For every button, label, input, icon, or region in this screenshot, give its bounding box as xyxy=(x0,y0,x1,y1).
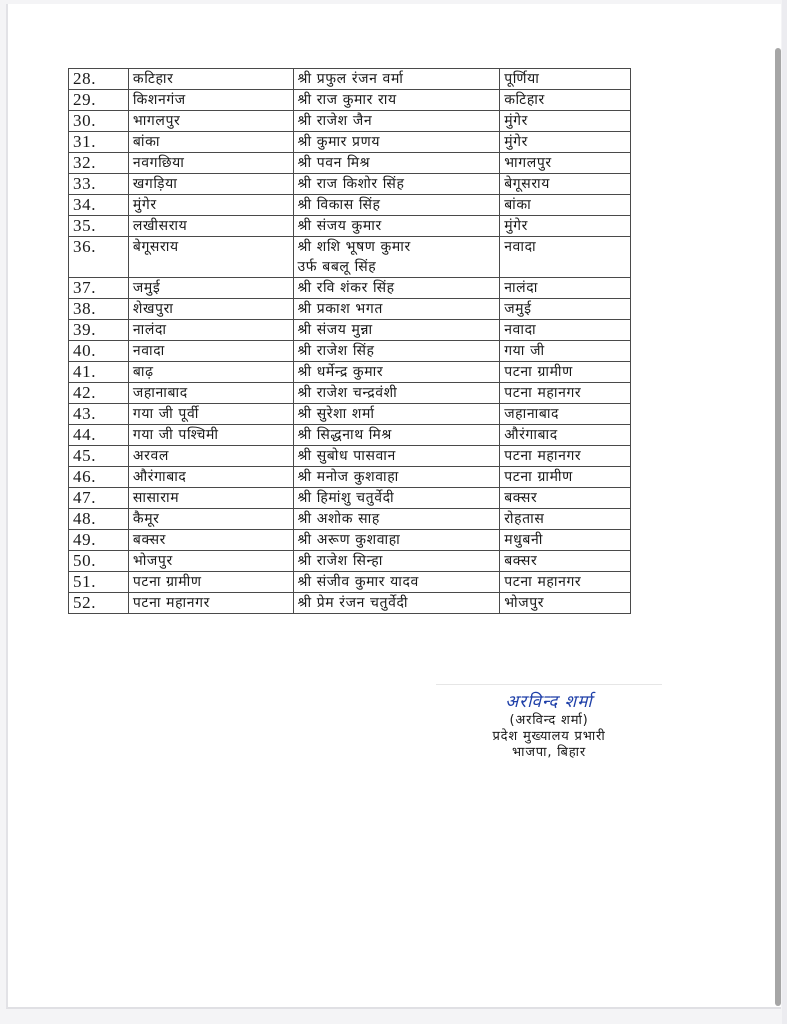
assigned-district: पटना ग्रामीण xyxy=(500,467,631,488)
person-cell xyxy=(293,404,500,425)
district-name: पटना ग्रामीण xyxy=(128,572,293,593)
person-cell xyxy=(293,551,500,572)
table-row xyxy=(69,572,631,593)
assigned-district: बक्सर xyxy=(500,488,631,509)
assigned-district: पटना महानगर xyxy=(500,383,631,404)
serial-number: 44. xyxy=(69,425,129,446)
person-name: श्री सुबोध पासवान xyxy=(297,448,396,464)
assigned-district: जहानाबाद xyxy=(500,404,631,425)
serial-number: 30. xyxy=(69,111,129,132)
serial-number: 32. xyxy=(69,153,129,174)
person-cell xyxy=(293,446,500,467)
assigned-district: गया जी xyxy=(500,341,631,362)
person-cell xyxy=(293,572,500,593)
assigned-district: मुंगेर xyxy=(500,111,631,132)
assigned-district: नालंदा xyxy=(500,278,631,299)
serial-number: 37. xyxy=(69,278,129,299)
person-name: श्री कुमार प्रणय xyxy=(297,134,381,150)
table-row xyxy=(69,509,631,530)
serial-number: 35. xyxy=(69,216,129,237)
assigned-district: जमुई xyxy=(500,299,631,320)
person-cell xyxy=(293,69,500,90)
district-name: लखीसराय xyxy=(128,216,293,237)
table-row xyxy=(69,90,631,111)
person-name: श्री विकास सिंह xyxy=(297,197,381,213)
assigned-district: भागलपुर xyxy=(500,153,631,174)
serial-number: 39. xyxy=(69,320,129,341)
person-cell xyxy=(293,509,500,530)
district-name: नवादा xyxy=(128,341,293,362)
serial-number: 38. xyxy=(69,299,129,320)
serial-number: 31. xyxy=(69,132,129,153)
person-name: श्री मनोज कुशवाहा xyxy=(297,469,399,485)
person-name: श्री राजेश चन्द्रवंशी xyxy=(297,385,398,401)
person-name: श्री राजेश जैन xyxy=(297,113,373,129)
person-name: श्री प्रफुल रंजन वर्मा xyxy=(297,71,404,87)
district-name: खगड़िया xyxy=(128,174,293,195)
person-cell xyxy=(293,195,500,216)
person-cell xyxy=(293,593,500,614)
district-name: बक्सर xyxy=(128,530,293,551)
assigned-district: कटिहार xyxy=(500,90,631,111)
person-name: श्री राजेश सिंह xyxy=(297,343,375,359)
district-name: भागलपुर xyxy=(128,111,293,132)
serial-number: 46. xyxy=(69,467,129,488)
district-name: पटना महानगर xyxy=(128,593,293,614)
district-name: गया जी पूर्वी xyxy=(128,404,293,425)
serial-number: 40. xyxy=(69,341,129,362)
assigned-district: रोहतास xyxy=(500,509,631,530)
assigned-district: बक्सर xyxy=(500,551,631,572)
person-cell xyxy=(293,111,500,132)
serial-number: 41. xyxy=(69,362,129,383)
signatory-designation: प्रदेश मुख्यालय प्रभारी xyxy=(492,729,606,744)
assigned-district: पूर्णिया xyxy=(500,69,631,90)
person-cell xyxy=(293,132,500,153)
person-name: श्री राज किशोर सिंह xyxy=(297,176,405,192)
district-name: अरवल xyxy=(128,446,293,467)
table-row xyxy=(69,111,631,132)
assigned-district: पटना महानगर xyxy=(500,446,631,467)
table-row xyxy=(69,153,631,174)
table-row xyxy=(69,195,631,216)
person-name: श्री संजय कुमार xyxy=(297,218,382,234)
signatory-organization: भाजपा, बिहार xyxy=(512,745,586,760)
person-name: श्री अरूण कुशवाहा xyxy=(297,532,401,548)
person-name: श्री हिमांशु चतुर्वेदी xyxy=(297,490,395,506)
district-name: किशनगंज xyxy=(128,90,293,111)
person-name: श्री पवन मिश्र xyxy=(297,155,371,171)
assigned-district: मधुबनी xyxy=(500,530,631,551)
serial-number: 45. xyxy=(69,446,129,467)
person-name: श्री प्रेम रंजन चतुर्वेदी xyxy=(297,595,409,611)
district-name: मुंगेर xyxy=(128,195,293,216)
person-cell xyxy=(293,362,500,383)
table-row xyxy=(69,488,631,509)
signature-block xyxy=(436,684,662,761)
table-row xyxy=(69,299,631,320)
serial-number: 52. xyxy=(69,593,129,614)
district-name: जहानाबाद xyxy=(128,383,293,404)
district-name: भोजपुर xyxy=(128,551,293,572)
assigned-district: पटना ग्रामीण xyxy=(500,362,631,383)
table-body xyxy=(69,69,631,614)
table-row xyxy=(69,69,631,90)
table-row xyxy=(69,551,631,572)
person-name: श्री अशोक साह xyxy=(297,511,380,527)
person-cell xyxy=(293,383,500,404)
person-name: श्री धर्मेन्द्र कुमार xyxy=(297,364,384,380)
table-row xyxy=(69,467,631,488)
person-cell xyxy=(293,467,500,488)
assigned-district: नवादा xyxy=(500,320,631,341)
serial-number: 28. xyxy=(69,69,129,90)
table-row xyxy=(69,425,631,446)
serial-number: 42. xyxy=(69,383,129,404)
person-cell xyxy=(293,299,500,320)
person-name: श्री संजीव कुमार यादव xyxy=(297,574,419,590)
person-cell xyxy=(293,341,500,362)
assignment-table xyxy=(68,68,631,614)
district-name: शेखपुरा xyxy=(128,299,293,320)
scrollbar-track xyxy=(782,0,787,1024)
person-name: श्री प्रकाश भगत xyxy=(297,301,383,317)
person-name: श्री राज कुमार राय xyxy=(297,92,397,108)
district-name: कैमूर xyxy=(128,509,293,530)
table-row xyxy=(69,341,631,362)
serial-number: 43. xyxy=(69,404,129,425)
person-name: श्री सिद्धनाथ मिश्र xyxy=(297,427,392,443)
assigned-district: बांका xyxy=(500,195,631,216)
district-name: बेगूसराय xyxy=(128,237,293,278)
person-name: श्री राजेश सिन्हा xyxy=(297,553,383,569)
serial-number: 50. xyxy=(69,551,129,572)
district-name: नालंदा xyxy=(128,320,293,341)
table-row xyxy=(69,216,631,237)
serial-number: 33. xyxy=(69,174,129,195)
table-row xyxy=(69,383,631,404)
table-row xyxy=(69,237,631,278)
signature-scribble: अरविन्द शर्मा xyxy=(505,692,593,712)
assigned-district: भोजपुर xyxy=(500,593,631,614)
assigned-district: औरंगाबाद xyxy=(500,425,631,446)
person-cell xyxy=(293,488,500,509)
table-row xyxy=(69,593,631,614)
person-name: श्री संजय मुन्ना xyxy=(297,322,373,338)
table-row xyxy=(69,132,631,153)
assigned-district: बेगूसराय xyxy=(500,174,631,195)
serial-number: 34. xyxy=(69,195,129,216)
serial-number: 48. xyxy=(69,509,129,530)
person-cell xyxy=(293,174,500,195)
district-name: नवगछिया xyxy=(128,153,293,174)
table-row xyxy=(69,404,631,425)
table-row xyxy=(69,530,631,551)
table-row xyxy=(69,362,631,383)
signature-divider xyxy=(436,684,662,685)
district-name: गया जी पश्चिमी xyxy=(128,425,293,446)
person-cell xyxy=(293,216,500,237)
person-cell xyxy=(293,237,500,278)
serial-number: 29. xyxy=(69,90,129,111)
person-name-continued: उर्फ बबलू सिंह xyxy=(297,259,377,275)
person-cell xyxy=(293,153,500,174)
district-name: सासाराम xyxy=(128,488,293,509)
vertical-scrollbar[interactable] xyxy=(775,48,781,1006)
person-name: श्री रवि शंकर सिंह xyxy=(297,280,395,296)
person-name: श्री सुरेशा शर्मा xyxy=(297,406,375,422)
district-name: औरंगाबाद xyxy=(128,467,293,488)
serial-number: 47. xyxy=(69,488,129,509)
assigned-district: मुंगेर xyxy=(500,132,631,153)
district-name: बांका xyxy=(128,132,293,153)
person-cell xyxy=(293,90,500,111)
serial-number: 49. xyxy=(69,530,129,551)
district-name: बाढ़ xyxy=(128,362,293,383)
assigned-district: मुंगेर xyxy=(500,216,631,237)
signatory-name: (अरविन्द शर्मा) xyxy=(509,713,589,728)
table-row xyxy=(69,320,631,341)
person-cell xyxy=(293,278,500,299)
serial-number: 36. xyxy=(69,237,129,278)
serial-number: 51. xyxy=(69,572,129,593)
assigned-district: पटना महानगर xyxy=(500,572,631,593)
person-name: श्री शशि भूषण कुमार xyxy=(297,239,411,255)
table-row xyxy=(69,278,631,299)
district-name: कटिहार xyxy=(128,69,293,90)
person-cell xyxy=(293,530,500,551)
person-cell xyxy=(293,320,500,341)
table-row xyxy=(69,446,631,467)
assigned-district: नवादा xyxy=(500,237,631,278)
district-name: जमुई xyxy=(128,278,293,299)
table-row xyxy=(69,174,631,195)
person-cell xyxy=(293,425,500,446)
